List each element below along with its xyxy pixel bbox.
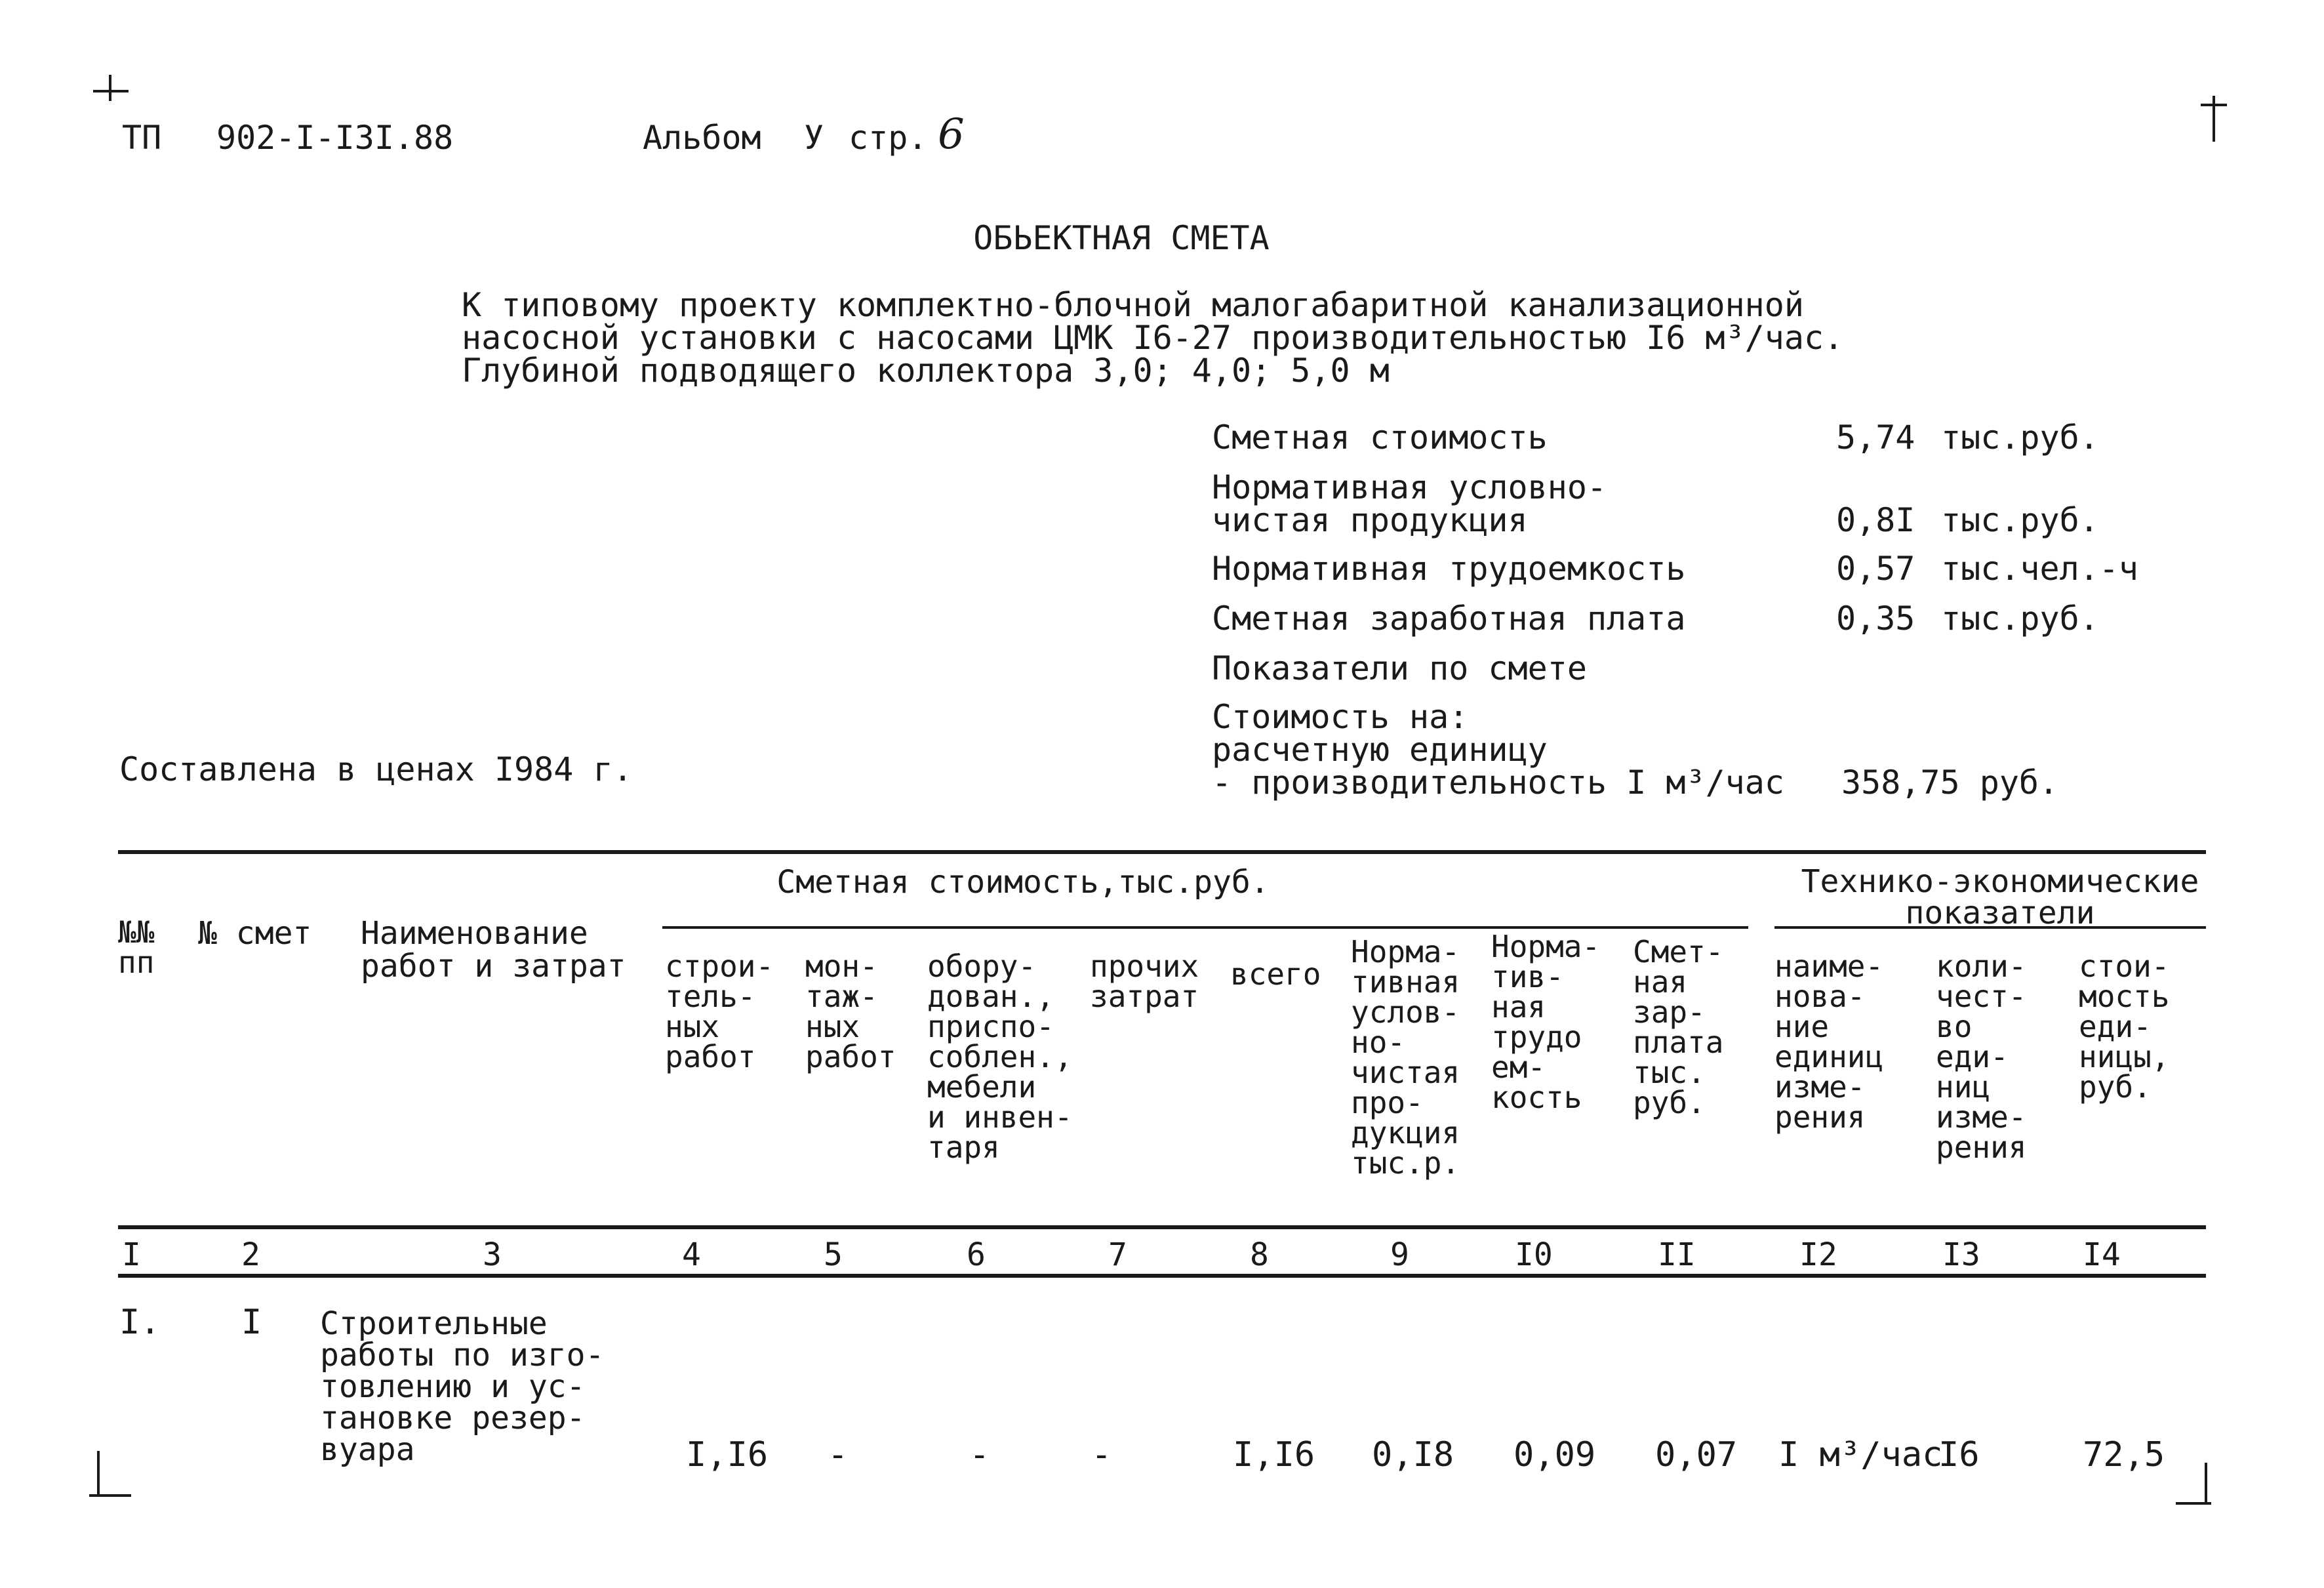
summary-value-cost: 5,74 xyxy=(1836,418,1915,457)
summary-label-cost: Сметная стоимость xyxy=(1212,418,1548,457)
col-header-installation: мон- таж- ных работ xyxy=(805,948,896,1074)
col-number-14: I4 xyxy=(2083,1236,2121,1273)
document-title: ОБЬЕКТНАЯ СМЕТА xyxy=(973,219,1270,257)
col-number-12: I2 xyxy=(1799,1236,1837,1273)
col-header-work-name: Наименование работ и затрат xyxy=(361,915,626,985)
subtitle-line-2: насосной установки с насосами ЦМК I6-27 производительностью I6 м³/час. xyxy=(462,319,1844,357)
row-1-installation: - xyxy=(828,1435,849,1475)
header-page-number: 6 xyxy=(938,110,965,159)
tech-group-header: Технико-экономические показатели xyxy=(1801,863,2199,931)
row-1-other-costs: - xyxy=(1091,1435,1112,1475)
header-bottom-rule xyxy=(118,1225,2206,1229)
col-header-total: всего xyxy=(1230,956,1321,992)
summary-label-indicators: Показатели по смете xyxy=(1212,649,1587,687)
row-1-work-name: Строительные работы по изго- товлению и ус- тановке резер- вуара xyxy=(320,1305,605,1468)
col-header-unit-quantity: коли- чест- во еди- ниц изме- рения xyxy=(1936,948,2027,1165)
row-1-number: I. xyxy=(119,1303,161,1342)
summary-value-net-output: 0,8I xyxy=(1836,501,1915,539)
col-number-1: I xyxy=(122,1236,141,1273)
col-header-row-number: №№ пп xyxy=(118,914,155,980)
header-page-label: стр. xyxy=(849,119,928,157)
row-1-unit-name: I м³/час xyxy=(1778,1435,1943,1475)
col-number-11: II xyxy=(1658,1236,1696,1273)
col-number-2: 2 xyxy=(241,1236,260,1273)
col-number-4: 4 xyxy=(682,1236,701,1273)
summary-unit-net-output: тыс.руб. xyxy=(1941,501,2099,539)
col-header-other-costs: прочих затрат xyxy=(1090,948,1199,1014)
prices-note: Составлена в ценах I984 г. xyxy=(119,750,633,788)
column-numbers-rule xyxy=(118,1274,2206,1278)
header-album-label: Альбом xyxy=(643,119,761,157)
row-1-estimate-number: I xyxy=(241,1303,262,1342)
col-number-9: 9 xyxy=(1390,1236,1409,1273)
row-1-total: I,I6 xyxy=(1233,1435,1315,1475)
col-number-5: 5 xyxy=(824,1236,843,1273)
col-number-8: 8 xyxy=(1250,1236,1269,1273)
col-number-6: 6 xyxy=(967,1236,986,1273)
corner-mark-bottom-left-v xyxy=(97,1451,100,1497)
summary-label-wages: Сметная заработная плата xyxy=(1212,600,1686,638)
corner-mark-bottom-right-h xyxy=(2176,1502,2211,1505)
header-project-number: 902-I-I3I.88 xyxy=(216,119,454,157)
subtitle-line-1: К типовому проекту комплектно-блочной малогабаритной канализационной xyxy=(462,286,1804,324)
col-header-unit-name: наиме- нова- ние единиц изме- рения xyxy=(1774,948,1884,1135)
row-1-labour-intensity: 0,09 xyxy=(1513,1435,1596,1475)
row-1-wages: 0,07 xyxy=(1655,1435,1738,1475)
row-1-unit-cost: 72,5 xyxy=(2083,1435,2165,1475)
summary-unit-wages: тыс.руб. xyxy=(1941,600,2099,638)
col-header-wages: Смет- ная зар- плата тыс. руб. xyxy=(1633,934,1724,1120)
summary-label-net-output: Нормативная условно- чистая продукция xyxy=(1212,468,1607,539)
row-1-unit-quantity: I6 xyxy=(1938,1435,1980,1475)
summary-value-labour: 0,57 xyxy=(1836,550,1915,588)
unit-cost-value: 358,75 руб. xyxy=(1841,763,2059,802)
row-1-equipment: - xyxy=(969,1435,990,1475)
col-number-13: I3 xyxy=(1942,1236,1980,1273)
col-header-net-output: Норма- тивная услов- но- чистая про- дукция тыс.р. xyxy=(1351,934,1460,1181)
col-header-construction: строи- тель- ных работ xyxy=(665,948,774,1074)
subtitle-line-3: Глубиной подводящего коллектора 3,0; 4,0; 5,0 м xyxy=(462,352,1390,390)
col-number-3: 3 xyxy=(483,1236,502,1273)
row-1-construction: I,I6 xyxy=(686,1435,769,1475)
summary-value-wages: 0,35 xyxy=(1836,600,1915,638)
col-header-unit-cost: стои- мость еди- ницы, руб. xyxy=(2079,948,2170,1105)
col-header-estimate-number: № смет xyxy=(198,915,312,952)
col-header-labour-intensity: Норма- тив- ная трудо ем- кость xyxy=(1491,929,1601,1115)
corner-mark-bottom-right-v xyxy=(2205,1463,2207,1505)
unit-cost-label: Стоимость на: расчетную единицу - производительность I м³/час xyxy=(1212,698,1784,802)
header-album-number: У xyxy=(804,119,824,157)
col-number-10: I0 xyxy=(1515,1236,1553,1273)
summary-unit-labour: тыс.чел.-ч xyxy=(1941,550,2139,588)
table-top-rule xyxy=(118,850,2206,854)
corner-mark-top-left-v xyxy=(109,75,111,101)
col-header-equipment: обору- дован., приспо- соблен., мебели и инвен- таря xyxy=(927,948,1073,1165)
summary-label-labour: Нормативная трудоемкость xyxy=(1212,550,1686,588)
header-code: ТП xyxy=(122,119,162,157)
row-1-net-output: 0,I8 xyxy=(1372,1435,1454,1475)
cost-group-header: Сметная стоимость,тыс.руб. xyxy=(776,864,1270,901)
summary-unit-cost: тыс.руб. xyxy=(1941,418,2099,457)
corner-mark-top-right-v xyxy=(2213,96,2215,142)
col-number-7: 7 xyxy=(1108,1236,1127,1273)
corner-mark-bottom-left-h xyxy=(89,1494,131,1497)
